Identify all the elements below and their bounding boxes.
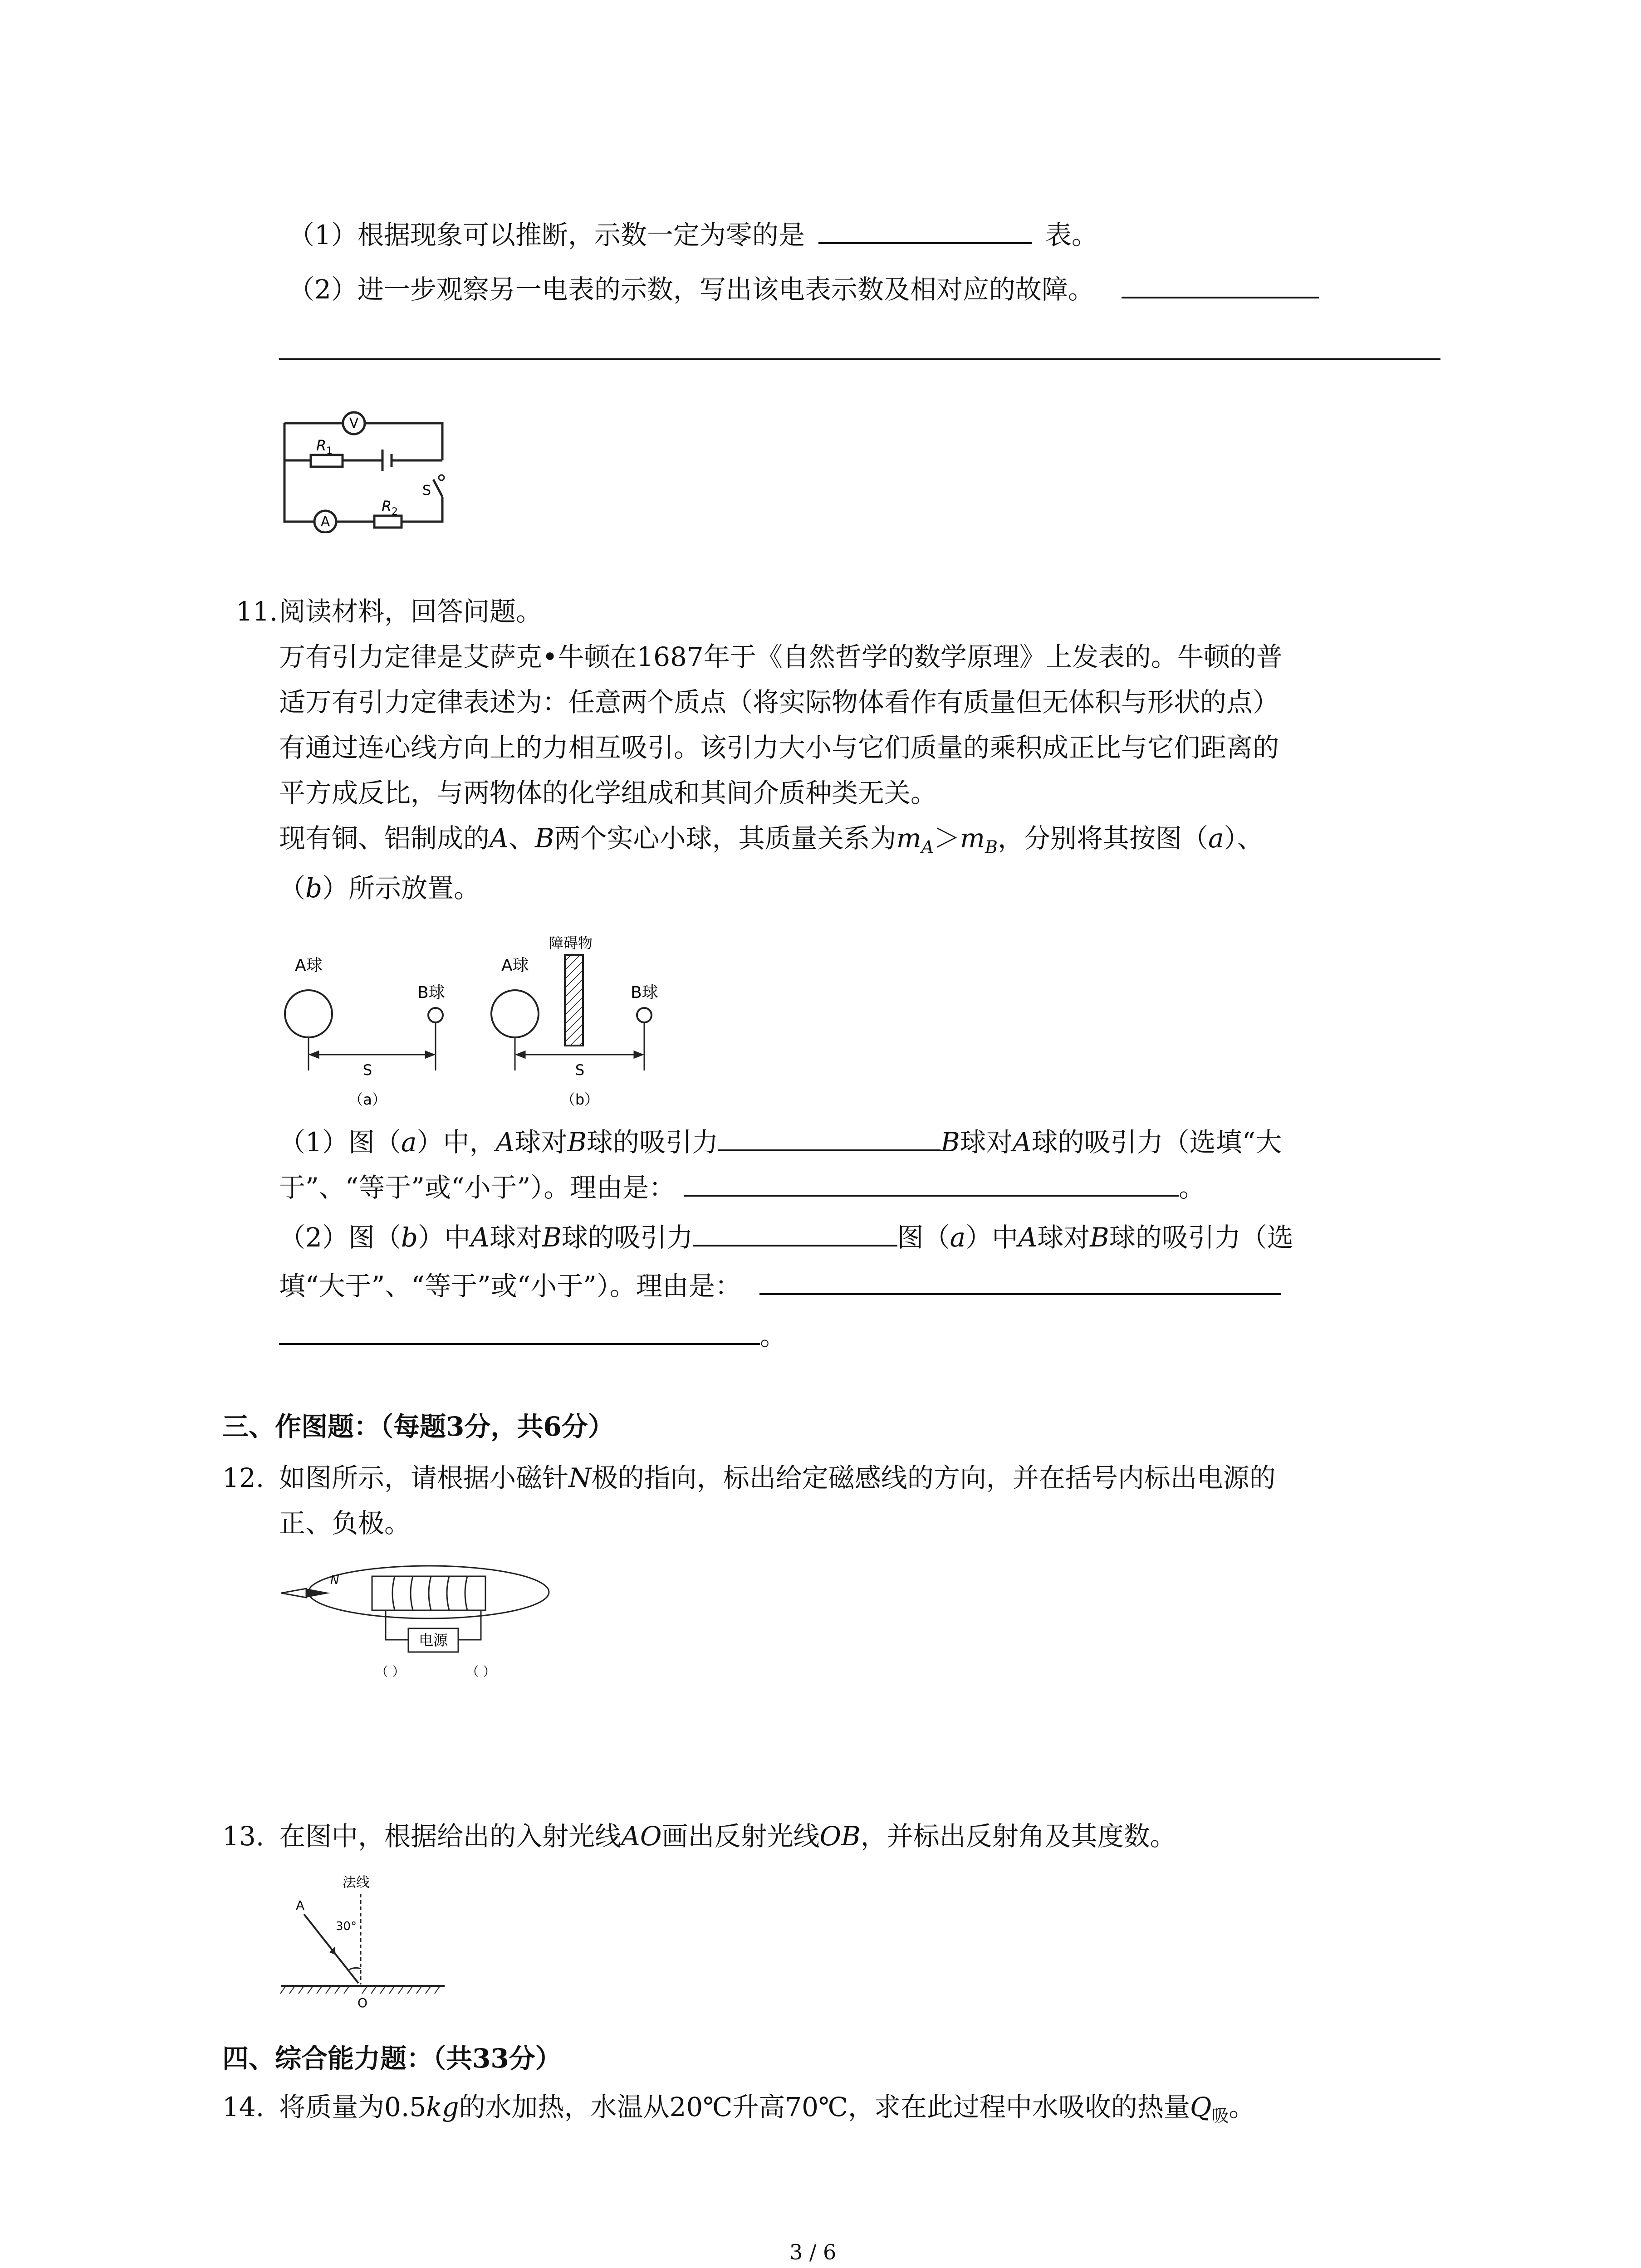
q11-para-line6: （b）所示放置。 bbox=[279, 873, 480, 904]
power-source-label: 电源 bbox=[418, 1632, 448, 1649]
q11-para-line4: 平方成反比，与两物体的化学组成和其间介质种类无关。 bbox=[279, 777, 937, 808]
fig-a-ball-a bbox=[285, 990, 332, 1037]
q11-sub2-blank1[interactable] bbox=[693, 1219, 897, 1246]
q11-para-line1: 万有引力定律是艾萨克•牛顿在1687年于《自然哲学的数学原理》上发表的。牛顿的普 bbox=[279, 641, 1283, 672]
q10-sub2 bbox=[288, 271, 1319, 308]
right-terminal-paren: （ ） bbox=[466, 1664, 496, 1679]
normal-label: 法线 bbox=[343, 1875, 370, 1891]
q12-line2: 正、负极。 bbox=[279, 1508, 411, 1539]
r2-sub: 2 bbox=[392, 506, 398, 518]
left-terminal-paren: （ ） bbox=[375, 1664, 405, 1679]
q10-circuit-diagram bbox=[279, 406, 451, 533]
point-o-label: O bbox=[358, 1995, 368, 2010]
fig-a-ball-a-label: A球 bbox=[295, 956, 323, 975]
q13-line1: 在图中，根据给出的入射光线AO画出反射光线OB，并标出反射角及其度数。 bbox=[279, 1821, 1176, 1852]
switch-label: S bbox=[422, 483, 431, 499]
q11-sub1-line1: （1）图（a）中，A球对B球的吸引力 B球对A球的吸引力（选填“大 bbox=[279, 1124, 1282, 1160]
fig-b-caption: （b） bbox=[560, 1091, 599, 1107]
point-a-label: A bbox=[296, 1898, 305, 1913]
q12-line1: 如图所示，请根据小磁针N极的指向，标出给定磁感线的方向，并在括号内标出电源的 bbox=[279, 1462, 1276, 1493]
q11-para-line3: 有通过连心线方向上的力相互吸引。该引力大小与它们质量的乘积成正比与它们距离的 bbox=[279, 732, 1279, 763]
page-number: 3 / 6 bbox=[789, 2240, 837, 2264]
compass-needle-north-icon bbox=[306, 1589, 330, 1598]
fig-b-ball-b bbox=[637, 1008, 652, 1022]
q10-sub1 bbox=[288, 217, 1098, 253]
q10-sub1-text: （1）根据现象可以推断，示数一定为零的是 bbox=[288, 220, 805, 250]
section-3-heading: 三、作图题：（每题3分，共6分） bbox=[222, 1411, 614, 1442]
fig-b-ball-a bbox=[491, 990, 539, 1037]
q10-sub1-blank[interactable] bbox=[818, 217, 1032, 244]
q11-sub2-reason-blank[interactable] bbox=[759, 1268, 1281, 1295]
q10-answer-line[interactable] bbox=[279, 358, 1440, 360]
q11-sub2-reason-blank2[interactable] bbox=[279, 1318, 760, 1345]
q12-solenoid-figure bbox=[277, 1560, 572, 1687]
compass-n-label: N bbox=[330, 1574, 339, 1587]
q11-sub2-line3: 。 bbox=[279, 1318, 786, 1354]
fig-a-caption: （a） bbox=[348, 1091, 387, 1107]
fig-a-ball-b-label: B球 bbox=[417, 983, 445, 1002]
q11-figure bbox=[277, 934, 685, 1107]
fig-b-ball-b-label: B球 bbox=[631, 983, 658, 1002]
q13-number: 13. bbox=[222, 1821, 265, 1852]
q10-sub2-blank[interactable] bbox=[1122, 271, 1319, 298]
q14-number: 14. bbox=[222, 2092, 265, 2122]
q14-line1: 将质量为0.5kg的水加热，水温从20℃升高70℃，求在此过程中水吸收的热量$Q_吸$。 bbox=[279, 2092, 1255, 2126]
compass-needle-icon bbox=[281, 1589, 306, 1598]
section-4-heading: 四、综合能力题：（共33分） bbox=[222, 2043, 562, 2074]
q11-sub1-line2: 于”、“等于”或“小于”）。理由是： 。 bbox=[279, 1169, 1205, 1206]
fig-a-ball-b bbox=[428, 1008, 443, 1022]
q11-para-line2: 适万有引力定律表述为：任意两个质点（将实际物体看作有质量但无体积与形状的点） bbox=[279, 687, 1279, 718]
fig-a-distance: S bbox=[362, 1061, 372, 1079]
q12-number: 12. bbox=[222, 1462, 265, 1493]
fig-b-ball-a-label: A球 bbox=[501, 956, 529, 975]
voltmeter-label: V bbox=[349, 415, 359, 431]
q11-sub2-line1: （2）图（b）中A球对B球的吸引力 图（a）中A球对B球的吸引力（选 bbox=[279, 1219, 1293, 1256]
q11-title: 阅读材料，回答问题。 bbox=[279, 596, 543, 627]
q11-sub2-line2: 填“大于”、“等于”或“小于”）。理由是： bbox=[279, 1268, 1281, 1304]
q10-sub1-suffix: 表。 bbox=[1045, 220, 1098, 250]
fig-b-obstacle-label: 障碍物 bbox=[549, 934, 593, 952]
ammeter-label: A bbox=[320, 514, 330, 530]
q10-sub2-text: （2）进一步观察另一电表的示数，写出该电表示数及相对应的故障。 bbox=[288, 274, 1094, 305]
q11-sub1-blank1[interactable] bbox=[718, 1124, 941, 1151]
q11-sub1-reason-blank[interactable] bbox=[684, 1169, 1179, 1197]
q11-number: 11. bbox=[236, 596, 278, 627]
fig-b-distance: S bbox=[575, 1061, 585, 1079]
angle-label: 30° bbox=[336, 1920, 357, 1933]
fig-b-obstacle bbox=[565, 955, 583, 1046]
r1-label: R bbox=[316, 437, 327, 454]
angle-arc bbox=[349, 1968, 361, 1970]
r2-label: R bbox=[382, 498, 392, 515]
q11-para-line5: 现有铜、铝制成的A、B两个实心小球，其质量关系为$m_A>m_B$，分别将其按图（a）、 bbox=[279, 823, 1264, 857]
q13-reflection-figure bbox=[277, 1869, 458, 2014]
r1-sub: 1 bbox=[326, 445, 333, 457]
